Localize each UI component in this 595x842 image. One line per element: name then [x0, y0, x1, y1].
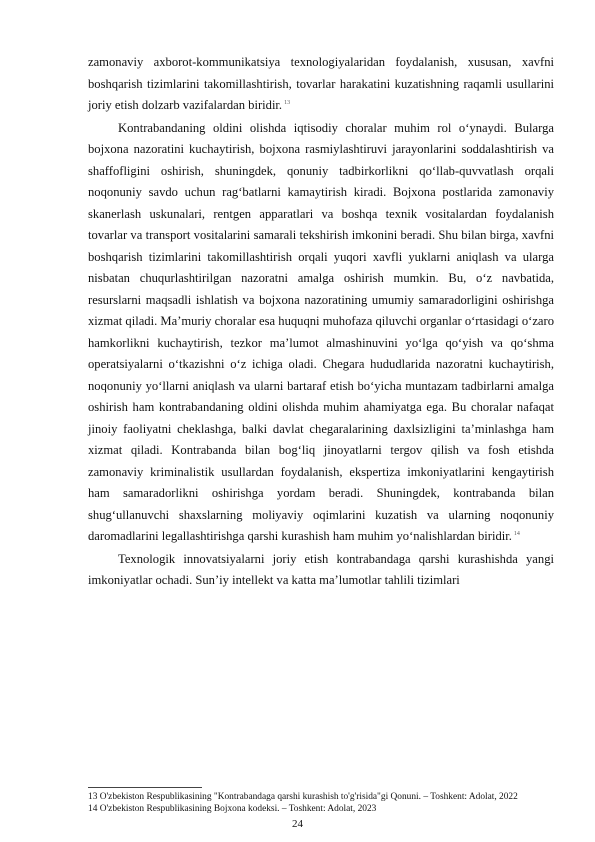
- document-body: [88, 52, 554, 592]
- footnote-14: 14 O'zbekiston Respublikasining Bojxona kodeksi. – Toshkent: Adolat, 2023: [88, 804, 377, 814]
- paragraph-1-text: zamonaviy axborot-kommunikatsiya texnologiyalaridan foydalanish, xususan, xavfni boshqarish tizimlarini takomillashtirish, tovarlar harakatini kuzatishning raqamli usullarini joriy etish dolzarb vazifalardan biridir.: [88, 55, 554, 112]
- footnote-ref-14[interactable]: 14: [513, 530, 520, 537]
- footnote-separator: [88, 787, 202, 788]
- page-number: 24: [292, 818, 303, 830]
- footnote-ref-13[interactable]: 13: [284, 99, 291, 106]
- paragraph-3-text: Texnologik innovatsiyalarni joriy etish kontrabandaga qarshi kurashishda yangi imkoniyatlar ochadi. Sunʼiy intellekt va katta maʼlumotlar tahlili tizimlari: [88, 551, 554, 587]
- paragraph-2-text: Kontrabandaning oldini olishda iqtisodiy choralar muhim rol oʻynaydi. Bularga bojxona nazoratini kuchaytirish, bojxona rasmiylashtiruvi jarayonlarini soddalashtirish va shaffofligini oshirish, shuningdek, qonuniy tadbirkorlikni qoʻllab-quvvatlash orqali noqonuniy savdo uchun ragʻbatlarni kamaytirish kiradi. Bojxona postlarida zamonaviy skanerlash uskunalari, rentgen apparatlari va boshqa texnik vositalardan foydalanish tovarlar va transport vositalarini samarali tekshirish imkonini beradi. Shu bilan birga, xavfni boshqarish tizimlarini takomillashtirish orqali yuqori xavfli yuklarni aniqlash va ularga nisbatan chuqurlashtirilgan nazoratni amalga oshirish mumkin. Bu, oʻz navbatida, resurslarni maqsadli ishlatish va bojxona nazoratining umumiy samaradorligini oshirishga xizmat qiladi. Maʼmuriy choralar esa huquqni muhofaza qiluvchi organlar oʻrtasidagi oʻzaro hamkorlikni kuchaytirish, tezkor maʼlumot almashinuvini yoʻlga qoʻyish va qoʻshma operatsiyalarni oʻtkazishni oʻz ichiga oladi. Chegara hududlarida nazoratni kuchaytirish, noqonuniy yoʻllarni aniqlash va ularni bartaraf etish boʻyicha muntazam tadbirlarni amalga oshirish ham kontrabandaning oldini olishda muhim ahamiyatga ega. Bu choralar nafaqat jinoiy faoliyatni cheklashga, balki davlat chegaralarining daxlsizligini taʼminlashga ham xizmat qiladi. Kontrabanda bilan bogʻliq jinoyatlarni tergov qilish va fosh etishda zamonaviy kriminalistik usullardan foydalanish, ekspertiza imkoniyatlarini kengaytirish ham samaradorlikni oshirishga yordam beradi. Shuningdek, kontrabanda bilan shugʻullanuvchi shaxslarning moliyaviy oqimlarini kuzatish va ularning noqonuniy daromadlarini legallashtirishga qarshi kurashish ham muhim yoʻnalishlardan biridir.: [88, 120, 554, 543]
- paragraph-2: [88, 118, 554, 548]
- footnote-13: 13 O'zbekiston Respublikasining "Kontrabandaga qarshi kurashish to'g'risida"gi Qonuni. – Toshkent: Adolat, 2022: [88, 792, 518, 802]
- paragraph-3: [88, 549, 554, 592]
- footnotes: [88, 791, 554, 815]
- paragraph-1: [88, 52, 554, 117]
